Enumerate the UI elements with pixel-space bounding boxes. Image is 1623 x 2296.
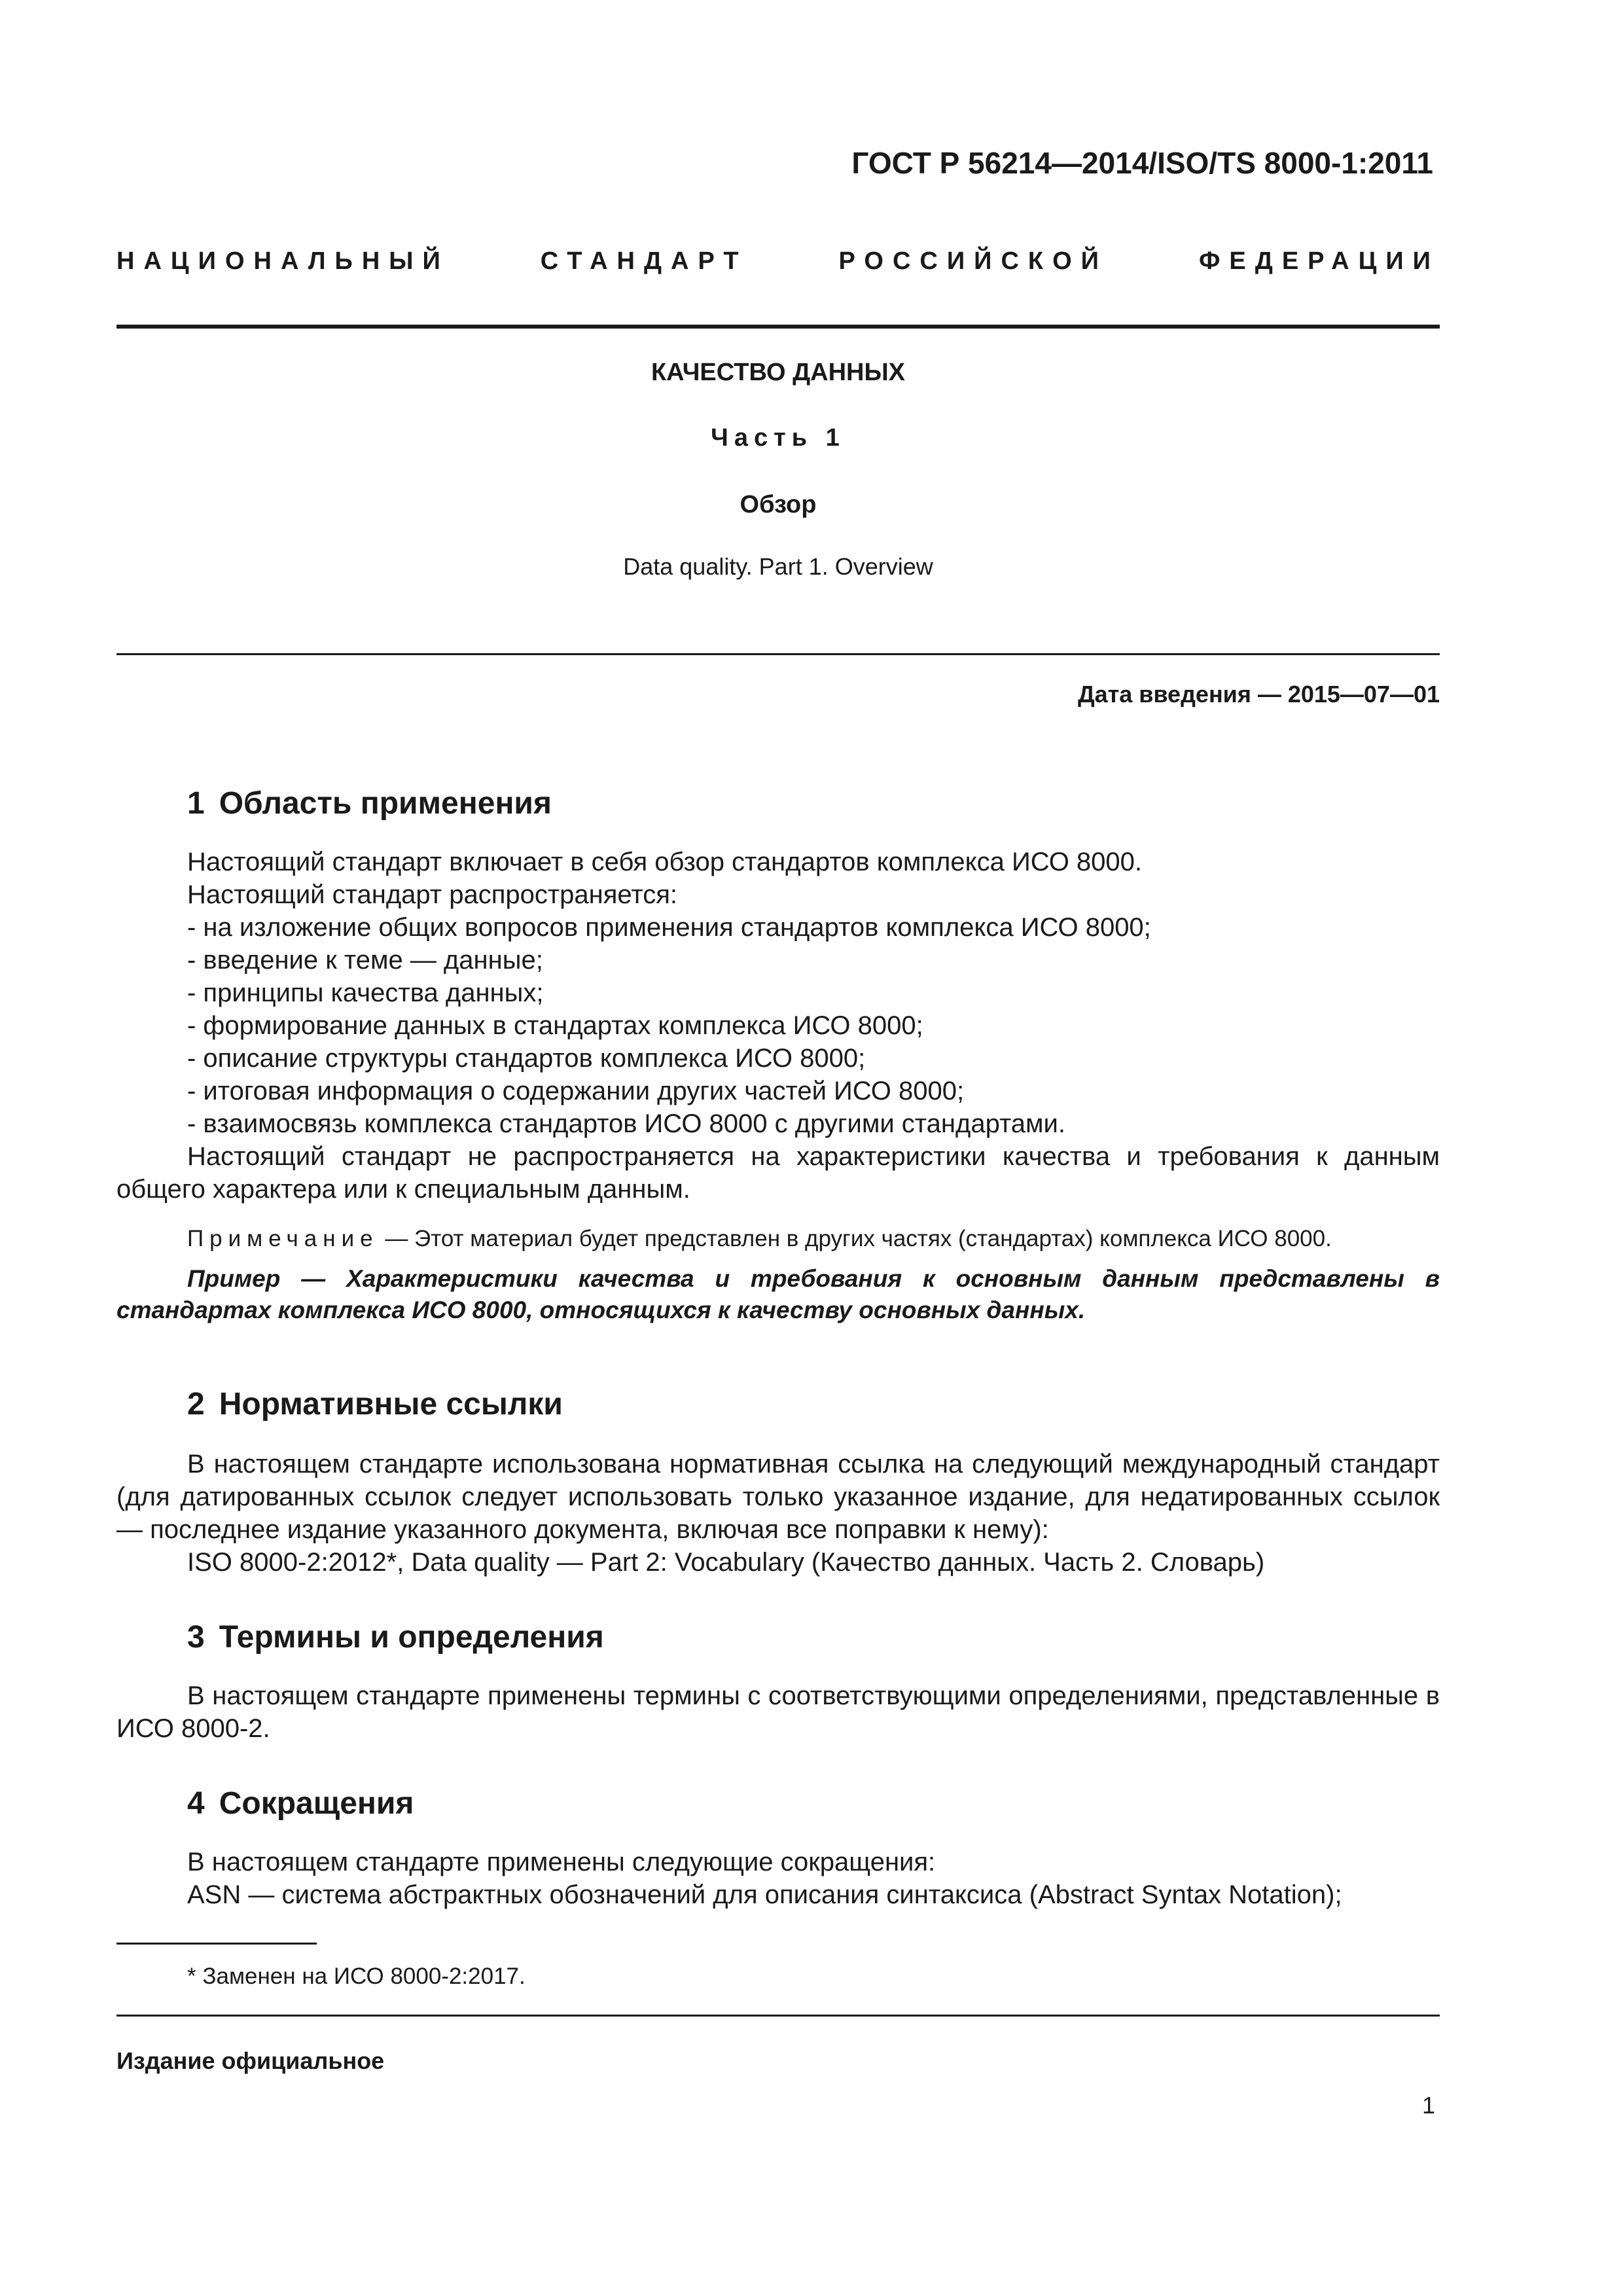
list-item: - итоговая информация о содержании других частей ИСО 8000; [187, 1077, 965, 1105]
national-standard-heading: НАЦИОНАЛЬНЫЙ СТАНДАРТ РОССИЙСКОЙ ФЕДЕРАЦИИ [116, 247, 1440, 275]
list-item: - введение к теме — данные; [187, 946, 543, 975]
section-2-body [116, 1448, 1440, 1579]
section-title: Область применения [219, 786, 552, 821]
english-title: Data quality. Part 1. Overview [623, 553, 933, 580]
paragraph: Настоящий стандарт распространяется: [187, 880, 677, 909]
note-label: Примечание [187, 1226, 379, 1251]
section-4-body [116, 1846, 1440, 1911]
paragraph: В настоящем стандарте использована нормативная ссылка на следующий международный стандарт (для датированных ссылок следует использовать только указанное издание, для недатированных ссылок — последнее издание указанного документа, включая все поправки к нему): [116, 1450, 1440, 1544]
section-title: Сокращения [219, 1786, 414, 1821]
section-title: Нормативные ссылки [219, 1387, 563, 1422]
section-number: 1 [187, 786, 205, 821]
edition-label: Издание официальное [116, 2047, 385, 2074]
section-4-heading [187, 1785, 414, 1821]
note [187, 1226, 1440, 1252]
paragraph: Настоящий стандарт не распространяется на характеристики качества и требования к данным общего характера или к специальным данным. [116, 1142, 1440, 1204]
standard-part: Часть 1 [711, 424, 846, 452]
section-number: 2 [187, 1387, 205, 1422]
section-number: 4 [187, 1786, 205, 1821]
paragraph: Настоящий стандарт включает в себя обзор стандартов комплекса ИСО 8000. [187, 848, 1143, 876]
list-item: - описание структуры стандартов комплекса ИСО 8000; [187, 1044, 866, 1073]
section-2-heading [187, 1386, 563, 1422]
section-3-body [116, 1679, 1440, 1745]
section-3-heading [187, 1619, 604, 1655]
title-rule [116, 653, 1440, 655]
date-of-introduction: Дата введения — 2015—07—01 [1077, 681, 1440, 708]
document-designation: ГОСТ Р 56214—2014/ISO/TS 8000-1:2011 [851, 146, 1433, 180]
header-rule [116, 325, 1440, 329]
section-1-body [116, 846, 1440, 1206]
section-number: 3 [187, 1620, 205, 1655]
section-title: Термины и определения [219, 1620, 604, 1655]
list-item: - на изложение общих вопросов применения стандартов комплекса ИСО 8000; [187, 913, 1151, 942]
footnote: * Заменен на ИСО 8000-2:2017. [187, 1964, 526, 1989]
footnote-rule [116, 1943, 317, 1945]
example-paragraph: Пример — Характеристики качества и требования к основным данным представлены в стандартах комплекса ИСО 8000, относящихся к качеству основных данных. [116, 1265, 1440, 1323]
note-text: — Этот материал будет представлен в других частях (стандартах) комплекса ИСО 8000. [378, 1226, 1332, 1251]
page-number: 1 [1421, 2092, 1435, 2119]
abbreviation-entry: ASN — система абстрактных обозначений для описания синтаксиса (Abstract Syntax Notation); [187, 1880, 1342, 1909]
section-1-heading [187, 785, 552, 821]
standard-subtitle: Обзор [740, 491, 817, 518]
list-item: - взаимосвязь комплекса стандартов ИСО 8000 с другими стандартами. [187, 1109, 1066, 1138]
reference: ISO 8000-2:2012*, Data quality — Part 2: Vocabulary (Качество данных. Часть 2. Словарь) [187, 1548, 1265, 1577]
list-item: - формирование данных в стандартах комплекса ИСО 8000; [187, 1011, 923, 1040]
paragraph: В настоящем стандарте применены термины с соответствующими определениями, представленные в ИСО 8000-2. [116, 1681, 1440, 1743]
paragraph: В настоящем стандарте применены следующие сокращения: [187, 1848, 936, 1876]
standard-title: КАЧЕСТВО ДАННЫХ [651, 359, 906, 386]
footer-rule [116, 2015, 1440, 2017]
list-item: - принципы качества данных; [187, 978, 544, 1007]
